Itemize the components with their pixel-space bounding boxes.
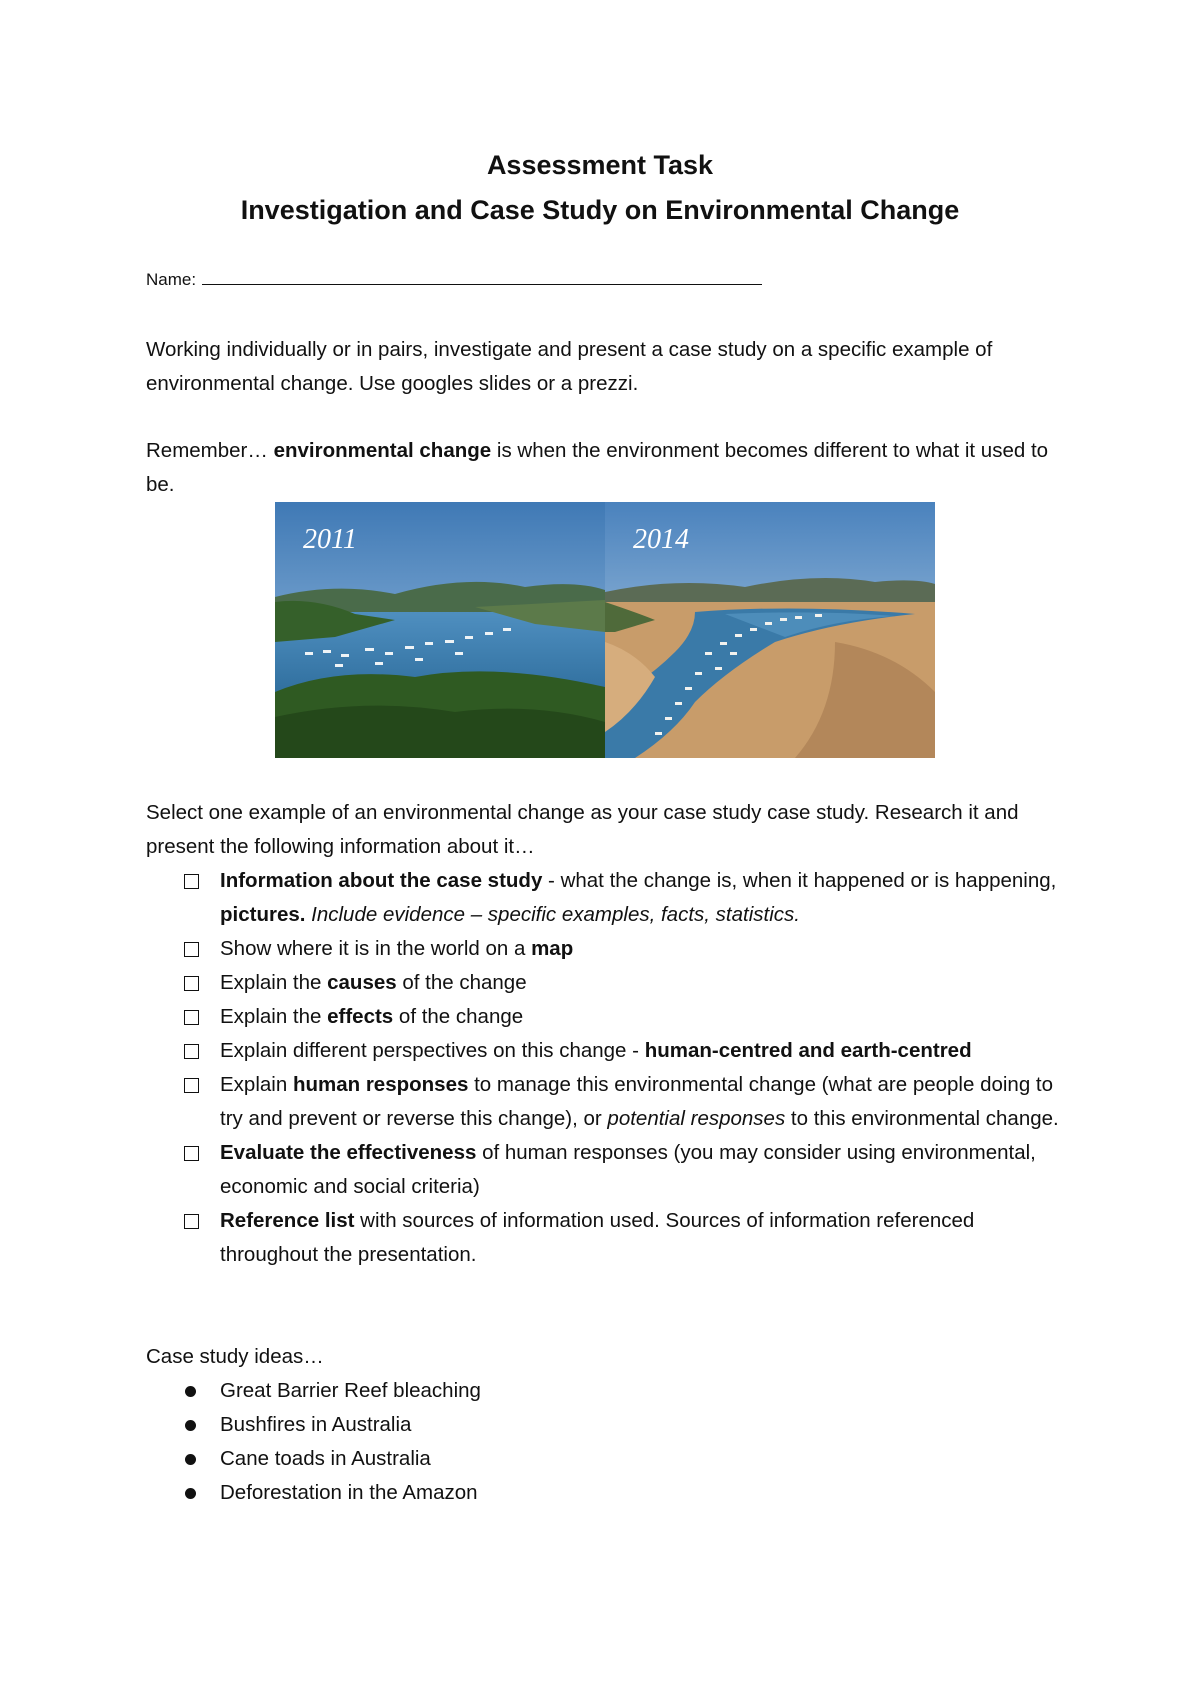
checklist-item	[180, 1068, 1060, 1136]
name-field	[146, 270, 762, 290]
checklist-text: Include evidence – specific examples, facts, statistics.	[311, 903, 800, 926]
ideas-heading: Case study ideas…	[146, 1345, 324, 1368]
bullet-icon	[185, 1488, 196, 1499]
checkbox-icon[interactable]	[184, 874, 199, 889]
idea-text: Cane toads in Australia	[220, 1447, 431, 1470]
idea-text: Great Barrier Reef bleaching	[220, 1379, 481, 1402]
definition-rest: is when the environment becomes different to what it used to be.	[146, 439, 1049, 496]
idea-text: Deforestation in the Amazon	[220, 1481, 478, 1504]
checkbox-icon[interactable]	[184, 1078, 199, 1093]
bullet-icon	[185, 1454, 196, 1465]
checkbox-icon[interactable]	[184, 1214, 199, 1229]
checklist-text: Information about the case study	[220, 869, 543, 892]
checklist-text: effects	[327, 1005, 394, 1028]
select-paragraph: Select one example of an environmental change as your case study case study. Research it and present the following information about it…	[146, 801, 1019, 858]
bullet-icon	[185, 1386, 196, 1397]
definition-paragraph	[146, 434, 1066, 502]
checklist-text: Explain different perspectives on this change -	[220, 1039, 645, 1062]
checkbox-icon[interactable]	[184, 1010, 199, 1025]
photo-label-2011: 2011	[303, 524, 357, 555]
checklist-text: Explain	[220, 1073, 293, 1096]
case-study-ideas-list	[180, 1374, 880, 1510]
checklist-text: human responses	[292, 1073, 469, 1096]
checklist-text: human-centred and earth-centred	[644, 1039, 972, 1062]
photo-2014	[605, 502, 935, 758]
checkbox-icon[interactable]	[184, 1044, 199, 1059]
photo-2011	[275, 502, 605, 758]
checklist-text: Reference list	[220, 1209, 355, 1232]
before-after-lake-photo	[275, 502, 935, 758]
checklist-text: to manage this environmental change (what are people doing to try and prevent or reverse this change), or	[220, 1073, 1054, 1130]
checklist-text: Explain the	[220, 1005, 328, 1028]
checklist-text: of the change	[393, 1005, 524, 1028]
definition-prefix: Remember…	[146, 439, 274, 462]
idea-item	[180, 1442, 880, 1476]
checkbox-icon[interactable]	[184, 1146, 199, 1161]
checklist-item	[180, 1136, 1060, 1204]
title-line-2: Investigation and Case Study on Environmental Change	[240, 195, 960, 225]
title-line-1: Assessment Task	[486, 150, 714, 180]
idea-item	[180, 1476, 880, 1510]
checklist-item	[180, 1204, 1060, 1272]
checklist-text: of the change	[396, 971, 527, 994]
name-blank-line	[202, 283, 762, 285]
checklist-text: pictures.	[220, 903, 306, 926]
checklist-item	[180, 864, 1060, 932]
requirements-checklist	[180, 864, 1060, 1272]
checkbox-icon[interactable]	[184, 942, 199, 957]
checklist-text: causes	[327, 971, 397, 994]
photo-label-2014: 2014	[633, 524, 689, 555]
checklist-text: to this environmental change.	[785, 1107, 1059, 1130]
checkbox-icon[interactable]	[184, 976, 199, 991]
definition-term: environmental change	[273, 439, 492, 462]
checklist-text: potential responses	[607, 1107, 786, 1130]
idea-item	[180, 1374, 880, 1408]
checklist-item	[180, 966, 1060, 1000]
checklist-text: with sources of information used. Sources of information referenced throughout the presentation.	[220, 1209, 975, 1266]
checklist-item	[180, 1000, 1060, 1034]
name-label: Name:	[146, 270, 197, 289]
checklist-text: Explain the	[220, 971, 328, 994]
checklist-text: - what the change is, when it happened or is happening,	[542, 869, 1057, 892]
checklist-text: Evaluate the effectiveness	[220, 1141, 477, 1164]
checklist-item	[180, 1034, 1060, 1068]
checklist-text: Show where it is in the world on a	[220, 937, 532, 960]
intro-paragraph: Working individually or in pairs, investigate and present a case study on a specific example of environmental change. Use googles slides or a prezzi.	[146, 338, 993, 395]
checklist-item	[180, 932, 1060, 966]
checklist-text: map	[531, 937, 574, 960]
idea-text: Bushfires in Australia	[220, 1413, 412, 1436]
checklist-text: of human responses (you may consider using environmental, economic and social criteria)	[220, 1141, 1036, 1198]
idea-item	[180, 1408, 880, 1442]
bullet-icon	[185, 1420, 196, 1431]
